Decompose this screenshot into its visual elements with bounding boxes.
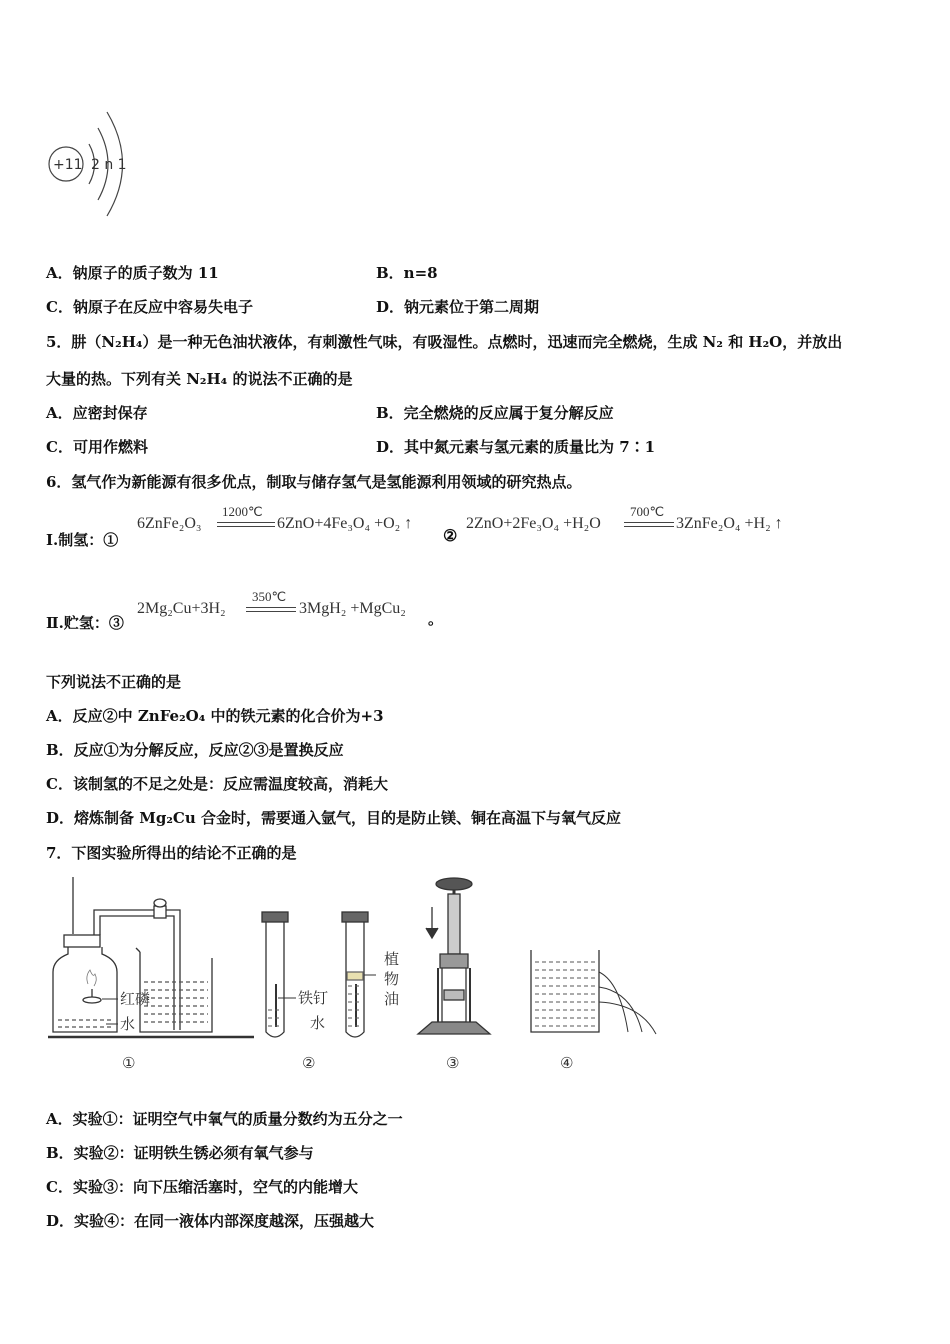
q5-option-c: C．可用作燃料 <box>46 438 148 456</box>
q4-option-a: A．钠原子的质子数为 11 <box>46 264 219 282</box>
q5-option-a: A．应密封保存 <box>46 404 148 422</box>
experiment-1-apparatus <box>48 877 254 1037</box>
q6-store-label: Ⅱ.贮氢：③ <box>46 614 124 632</box>
shell-electrons: 2 n 1 <box>91 157 127 173</box>
q6-option-b: B．反应①为分解反应，反应②③是置换反应 <box>46 741 344 759</box>
eq3-right: 3MgH₂ +MgCu₂ <box>299 600 406 617</box>
eq1-equals-sign <box>217 522 275 527</box>
q6-circle-2: ② <box>443 526 458 545</box>
q5-option-b: B．完全燃烧的反应属于复分解反应 <box>376 404 614 422</box>
eq2-equals-sign <box>624 522 674 527</box>
q6-prep-label: Ⅰ.制氢：① <box>46 531 119 549</box>
eq1-condition: 1200℃ <box>222 504 263 519</box>
q4-option-c: C．钠原子在反应中容易失电子 <box>46 298 253 316</box>
eq3-left: 2Mg₂Cu+3H₂ <box>137 600 226 617</box>
q6-option-c: C．该制氢的不足之处是：反应需温度较高，消耗大 <box>46 775 388 793</box>
q6-option-d: D．熔炼制备 Mg₂Cu 合金时，需要通入氩气，目的是防止镁、铜在高温下与氧气反应 <box>46 809 621 827</box>
label-iron-nail: 铁钉 <box>298 989 329 1007</box>
label-oil-1: 植 <box>384 950 400 968</box>
label-experiment-1: ① <box>122 1054 136 1072</box>
q4-option-b: B．n=8 <box>376 264 438 282</box>
q7-option-a: A．实验①：证明空气中氧气的质量分数约为五分之一 <box>46 1110 403 1128</box>
q7-experiment-figure <box>40 872 680 1082</box>
eq3-period: 。 <box>428 610 444 628</box>
label-oil-2: 物 <box>384 970 400 988</box>
q6-option-a: A．反应②中 ZnFe₂O₄ 中的铁元素的化合价为+3 <box>46 707 384 725</box>
q6-stem: 6．氢气作为新能源有很多优点，制取与储存氢气是氢能源利用领域的研究热点。 <box>46 473 582 491</box>
label-experiment-4: ④ <box>560 1054 574 1072</box>
label-experiment-3: ③ <box>446 1054 460 1072</box>
q6-prompt: 下列说法不正确的是 <box>46 673 182 691</box>
label-water-1: 水 <box>120 1015 136 1033</box>
label-oil-3: 油 <box>384 990 400 1008</box>
q7-option-b: B．实验②：证明铁生锈必须有氧气参与 <box>46 1144 314 1162</box>
label-experiment-2: ② <box>302 1054 316 1072</box>
experiment-3-apparatus <box>418 878 490 1034</box>
q5-option-d: D．其中氮元素与氢元素的质量比为 7∶1 <box>376 438 656 456</box>
eq2-condition: 700℃ <box>630 504 665 519</box>
q7-option-c: C．实验③：向下压缩活塞时，空气的内能增大 <box>46 1178 358 1196</box>
q7-stem: 7．下图实验所得出的结论不正确的是 <box>46 844 297 862</box>
q5-stem-line2: 大量的热。下列有关 N₂H₄ 的说法不正确的是 <box>46 370 353 388</box>
eq2-right: 3ZnFe₂O₄ +H₂ ↑ <box>676 515 783 532</box>
experiment-4-water <box>535 962 595 1026</box>
eq3-condition: 350℃ <box>252 589 287 604</box>
q7-option-d: D．实验④：在同一液体内部深度越深，压强越大 <box>46 1212 375 1230</box>
q5-stem-line1: 5．肼（N₂H₄）是一种无色油状液体，有刺激性气味，有吸湿性。点燃时，迅速而完全燃烧，生成 N₂ 和 H₂O，并放出 <box>46 333 843 351</box>
label-red-phosphorus: 红磷 <box>120 990 151 1008</box>
eq1-left: 6ZnFe₂O₃ <box>137 515 202 532</box>
experiment-4-apparatus <box>531 950 656 1034</box>
eq3-equals-sign <box>246 607 296 612</box>
atom-structure-diagram <box>40 100 150 225</box>
eq2-left: 2ZnO+2Fe₃O₄ +H₂O <box>466 515 601 532</box>
q4-option-d: D．钠元素位于第二周期 <box>376 298 540 316</box>
label-water-2: 水 <box>310 1014 326 1032</box>
eq1-right: 6ZnO+4Fe₃O₄ +O₂ ↑ <box>277 515 413 532</box>
nucleus-label: +11 <box>53 157 83 173</box>
